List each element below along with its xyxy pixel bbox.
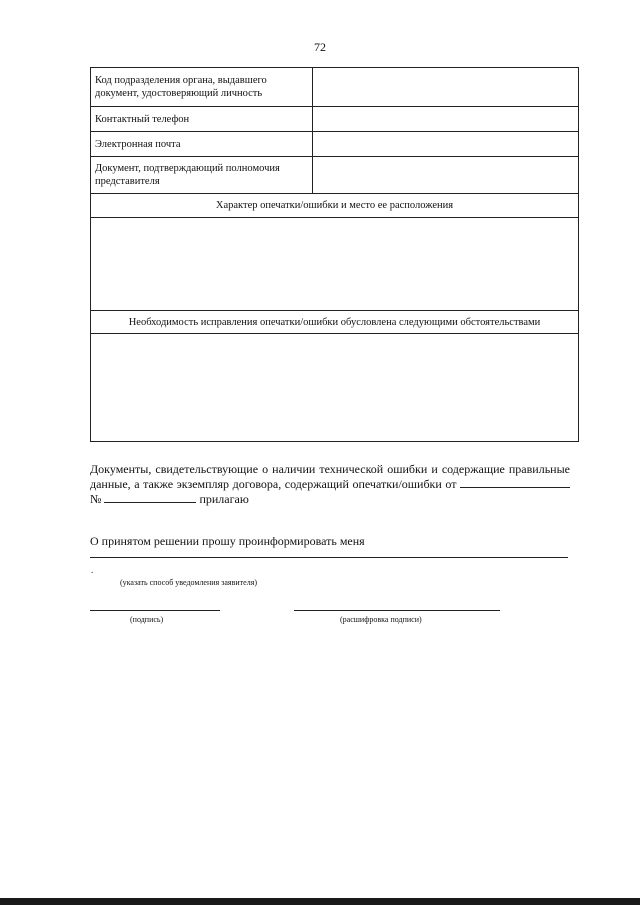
heading-error-description: Характер опечатки/ошибки и место ее расположения [91, 194, 579, 218]
field-subdivision-code[interactable] [313, 68, 579, 107]
label-email: Электронная почта [91, 132, 313, 157]
number-sign: № [90, 492, 102, 506]
field-error-description[interactable] [91, 218, 579, 311]
label-subdivision-code: Код подразделения органа, выдавшего документ, удостоверяющий личность [91, 68, 313, 107]
label-contact-phone: Контактный телефон [91, 107, 313, 132]
page-number: 72 [314, 40, 326, 54]
table-row [91, 132, 579, 157]
signature-decipher-line[interactable] [294, 610, 500, 611]
contract-date-blank[interactable] [460, 477, 570, 488]
label-representative-document: Документ, подтверждающий полномочия представителя [91, 157, 313, 194]
table-row [91, 68, 579, 107]
contract-number-blank[interactable] [104, 492, 196, 503]
field-representative-document[interactable] [313, 157, 579, 194]
table-row [91, 311, 579, 334]
documents-text-part2: прилагаю [199, 492, 249, 506]
table-row [91, 107, 579, 132]
documents-text-part1: Документы, свидетельствующие о наличии технической ошибки и содержащие правильные данные, а также экземпляр договора, содержащий опечатки/ошибки от [90, 462, 570, 491]
field-email[interactable] [313, 132, 579, 157]
field-correction-reason[interactable] [91, 334, 579, 442]
table-row [91, 157, 579, 194]
table-row [91, 334, 579, 442]
notification-method-hint: (указать способ уведомления заявителя) [120, 578, 258, 587]
application-form-table [90, 67, 579, 442]
notification-method-line[interactable] [90, 557, 568, 558]
decision-notification-text: О принятом решении прошу проинформировать меня [90, 534, 365, 548]
dot-mark: . [91, 565, 94, 575]
signature-caption: (подпись) [130, 615, 164, 624]
signature-line[interactable] [90, 610, 220, 611]
scan-bottom-edge [0, 898, 640, 905]
field-contact-phone[interactable] [313, 107, 579, 132]
documents-paragraph [90, 462, 570, 507]
heading-correction-reason: Необходимость исправления опечатки/ошибки обусловлена следующими обстоятельствами [91, 311, 579, 334]
table-row [91, 194, 579, 218]
signature-decipher-caption: (расшифровка подписи) [340, 615, 422, 624]
table-row [91, 218, 579, 311]
